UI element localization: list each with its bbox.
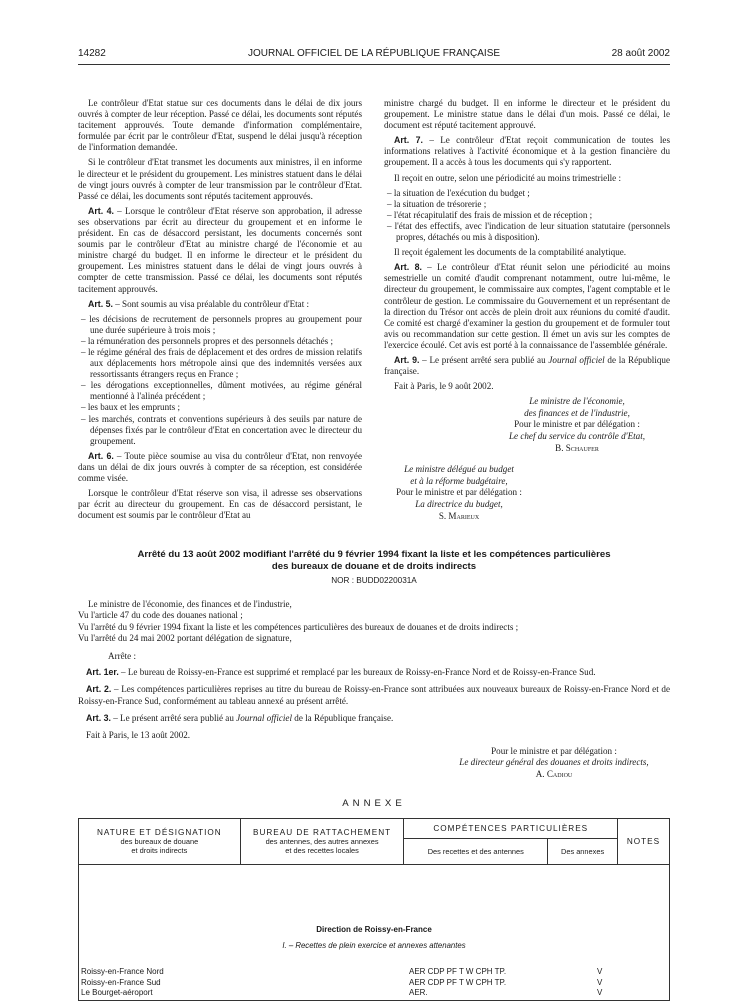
- signature-line: Pour le ministre et par délégation :: [491, 746, 617, 756]
- header-nature: [79, 819, 241, 865]
- article-label: Art. 1er.: [86, 667, 119, 677]
- article-text: – Les compétences particulières reprises au titre du bureau de Roissy-en-France sont attribuées aux nouveaux bureaux de Roissy-en-France Nord et de Roissy-en-France Sud, conformément au tableau annexé au présent arrêté.: [78, 684, 671, 706]
- annexe-table: [78, 818, 670, 1001]
- article-text: – Le contrôleur d'Etat reçoit communication de toutes les informations relatives à l'activité économique et à la gestion financière du groupement. Il a accès à tous les documents qui s'y rapportent.: [384, 135, 670, 168]
- bureau-name: Roissy-en-France Nord: [81, 967, 164, 976]
- signature-block-douanes: [438, 746, 670, 780]
- arrete-label: Arrête :: [108, 651, 137, 661]
- signature-block-economy: [484, 396, 670, 454]
- competences: AER.: [409, 988, 428, 997]
- list-item: – la situation de l'exécution du budget ;: [387, 187, 530, 198]
- annexes-code: V: [597, 977, 603, 987]
- signature-line: des finances et de l'industrie,: [524, 407, 630, 418]
- article-7: [384, 135, 670, 168]
- signature-line: Le chef du service du contrôle d'Etat,: [508, 431, 646, 442]
- article-text: de la République française.: [292, 712, 394, 723]
- paragraph: Si le contrôleur d'Etat transmet les documents aux ministres, il en informe le directeur et le président du groupement. Les ministres statuent dans le délai de vingt jours ouvrés à compter de leur transmission par le contrôleur d'Etat. Passé ce délai, les documents sont réputés tacitement approuvés.: [78, 157, 362, 201]
- paragraph: Il reçoit en outre, selon une périodicité au moins trimestrielle :: [394, 172, 622, 183]
- article-9: [384, 355, 670, 377]
- article-5-list: [78, 314, 362, 447]
- article-text: – Lorsque le contrôleur d'Etat réserve son approbation, il adresse ses observations par écrit au directeur du groupement et en informe le président. En cas de désaccord persistant, les documents concernés sont soumis par le contrôleur d'Etat au ministre chargé de l'économie et au ministre chargé du budget. Il en informe le directeur et le président du groupement. Les ministres statuent dans le délai de vingt jours ouvrés à compter de cette transmission. Passé ce délai, les documents sont réputés tacitement approuvés.: [78, 205, 363, 294]
- title-line: Arrêté du 13 août 2002 modifiant l'arrêté du 9 février 1994 fixant la liste et les compétences particulières: [137, 549, 611, 560]
- right-column: [384, 98, 670, 522]
- bureau-name: Le Bourget-aéroport: [81, 988, 153, 997]
- issue-date: 28 août 2002: [611, 48, 670, 59]
- paragraph: Lorsque le contrôleur d'Etat réserve son visa, il adresse ses observations par écrit au directeur du groupement. En cas de désaccord persistant, le document est soumis par le contrôleur d'Etat au: [78, 488, 362, 521]
- signature-line: et à la réforme budgétaire,: [410, 475, 508, 486]
- header-line: des bureaux de douane: [120, 837, 199, 846]
- list-item: – la rémunération des personnels propres et des personnels détachés ;: [81, 335, 334, 346]
- visa-line: Vu l'arrêté du 9 février 1994 fixant la liste et les compétences particulières des bureaux de douanes et de droits indirects ;: [78, 621, 519, 632]
- article-label: Art. 2.: [86, 684, 112, 695]
- article-text: – Le bureau de Roissy-en-France est supprimé et remplacé par les bureaux de Roissy-en-France Nord et de Roissy-en-France Sud.: [118, 667, 596, 677]
- competences: AER CDP PF T W CPH TP.: [409, 967, 507, 976]
- article-text: de la République française.: [384, 354, 670, 377]
- table-row: [81, 967, 669, 978]
- visa-line: Vu l'arrêté du 24 mai 2002 portant délégation de signature,: [78, 632, 292, 643]
- signature-line: La directrice du budget,: [415, 499, 503, 509]
- annexes-code: V: [597, 988, 603, 997]
- list-item: – les décisions de recrutement de personnels propres au groupement pour une durée supérieure à trois mois ;: [81, 313, 362, 335]
- header-line: et droits indirects: [131, 846, 188, 855]
- competences: AER CDP PF T W CPH TP.: [409, 977, 507, 987]
- signatory-name: B. Schaufer: [555, 442, 599, 453]
- visa-line: Vu l'article 47 du code des douanes national ;: [78, 610, 243, 621]
- list-item: – les baux et les emprunts ;: [81, 402, 181, 413]
- article-text: – Le contrôleur d'Etat réunit selon une périodicité au moins semestrielle un comité d'audit comprenant notamment, outre lui-même, le directeur du groupement, le commissaire aux comptes, l'agent comptable et le contrôleur de gestion. Le commissaire du Gouvernement et un représentant de la direction du Trésor ont accès de plein droit aux réunions du comité d'audit. Ce comité est chargé d'examiner la gestion du groupement et de formuler tout avis ou recommandation sur cette gestion. Il émet un avis sur les comptes de l'exercice écoulé. Cet avis est porté à la connaissance de l'assemblée générale.: [384, 262, 671, 350]
- signature-line: Le ministre de l'économie,: [529, 396, 625, 407]
- list-item: – les marchés, contrats et conventions supérieurs à des seuils par nature de dépenses fixés par le contrôleur d'Etat en concertation avec le directeur du groupement.: [81, 413, 362, 446]
- arrete-articles: [78, 667, 670, 747]
- header-line: et des recettes locales: [285, 846, 359, 855]
- article-text: – Le présent arrêté sera publié au: [110, 712, 237, 723]
- article-text: – Le présent arrêté sera publié au: [419, 354, 549, 365]
- nor-reference: NOR : BUDD0220031A: [331, 576, 417, 585]
- list-item: – la situation de trésorerie ;: [387, 198, 487, 209]
- signature-line: Le ministre délégué au budget: [404, 464, 514, 475]
- section-heading: I. – Recettes de plein exercice et annexes attenantes: [282, 941, 466, 950]
- paragraph: ministre chargé du budget. Il en informe le directeur et le président du groupement. Le ministre statue dans le délai d'un mois. Passé ce délai, le document est réputé tacitement approuvé.: [384, 98, 670, 131]
- signatory-name: A. Cadiou: [535, 768, 573, 779]
- signature-line: Le directeur général des douanes et droits indirects,: [459, 757, 649, 768]
- visa-line: Le ministre de l'économie, des finances et de l'industrie,: [88, 599, 292, 609]
- article-2: [78, 684, 670, 707]
- annexe-body: [79, 865, 670, 1001]
- header-rule: [78, 64, 670, 65]
- direction-heading: Direction de Roissy-en-France: [316, 925, 432, 934]
- article-3: [78, 713, 670, 724]
- title-line: des bureaux de douane et de droits indirects: [271, 560, 477, 572]
- journal-title: JOURNAL OFFICIEL DE LA RÉPUBLIQUE FRANÇAISE: [247, 48, 501, 59]
- article-label: Art. 7.: [394, 135, 423, 146]
- journal-name: Journal officiel: [236, 712, 292, 723]
- list-item: – l'état des effectifs, avec l'indication de leur situation statutaire (personnels propres, détachés ou mis à disposition).: [387, 220, 670, 243]
- article-6: [78, 451, 362, 484]
- list-item: – le régime général des frais de déplacement et des ordres de mission relatifs aux déplacements hors métropole ainsi que des indemnités versées aux ressortissants étrangers reçus en France ;: [81, 346, 362, 380]
- fait-a-paris: Fait à Paris, le 13 août 2002.: [86, 730, 191, 741]
- article-label: Art. 8.: [394, 262, 422, 273]
- annexe-title: ANNEXE: [342, 798, 406, 809]
- header-notes: NOTES: [618, 819, 670, 865]
- article-4: [78, 206, 362, 295]
- list-item: – les dérogations exceptionnelles, dûment motivées, au régime général mentionné à l'alinéa précédent ;: [81, 380, 362, 402]
- signatory-name: S. Marieux: [438, 510, 480, 521]
- header-bureau: [240, 819, 404, 865]
- paragraph: Le contrôleur d'Etat statue sur ces documents dans le délai de dix jours ouvrés à compter de leur réception. Passé ce délai, les documents sont réputés tacitement approuvés. Toute demande d'information complémentaire, formulée par écrit par le contrôleur d'Etat, suspend le délai jusqu'à réception de l'information demandée.: [78, 98, 362, 153]
- signature-line: Pour le ministre et par délégation :: [514, 419, 640, 430]
- article-text: – Toute pièce soumise au visa du contrôleur d'Etat, non renvoyée dans un délai de dix jours ouvrés à compter de sa réception, est considérée comme visée.: [78, 450, 362, 483]
- header-line: des antennes, des autres annexes: [265, 837, 379, 846]
- table-row: [81, 978, 669, 989]
- header-annexes: Des annexes: [548, 839, 618, 865]
- article-label: Art. 4.: [88, 205, 114, 216]
- signature-block-budget: [384, 464, 534, 522]
- header-line: BUREAU DE RATTACHEMENT: [252, 828, 392, 837]
- article-1: [78, 667, 670, 678]
- article-text: – Sont soumis au visa préalable du contrôleur d'Etat :: [112, 298, 310, 309]
- header-competences: COMPÉTENCES PARTICULIÈRES: [404, 819, 618, 839]
- annexe-rows: [81, 967, 669, 999]
- paragraph: Il reçoit également les documents de la comptabilité analytique.: [394, 247, 627, 258]
- annexes-code: V: [597, 967, 603, 976]
- header-line: NATURE ET DÉSIGNATION: [96, 828, 222, 837]
- article-label: Art. 5.: [88, 298, 113, 309]
- article-label: Art. 9.: [394, 354, 420, 365]
- bureau-name: Roissy-en-France Sud: [81, 977, 161, 987]
- header-recettes: Des recettes et des antennes: [404, 839, 548, 865]
- journal-name: Journal officiel: [548, 354, 605, 365]
- page-number: 14282: [78, 48, 106, 59]
- article-label: Art. 3.: [86, 712, 111, 723]
- right-list: [384, 188, 670, 243]
- visas: [78, 599, 670, 644]
- left-column: [78, 98, 362, 525]
- arrete-title: [78, 549, 670, 572]
- page-header: [78, 48, 670, 62]
- list-item: – l'état récapitulatif des frais de mission et de réception ;: [387, 209, 593, 220]
- article-label: Art. 6.: [88, 450, 114, 461]
- signature-line: Pour le ministre et par délégation :: [396, 487, 522, 498]
- article-5: [78, 299, 362, 310]
- fait-a-paris: Fait à Paris, le 9 août 2002.: [394, 381, 494, 392]
- article-8: [384, 262, 670, 351]
